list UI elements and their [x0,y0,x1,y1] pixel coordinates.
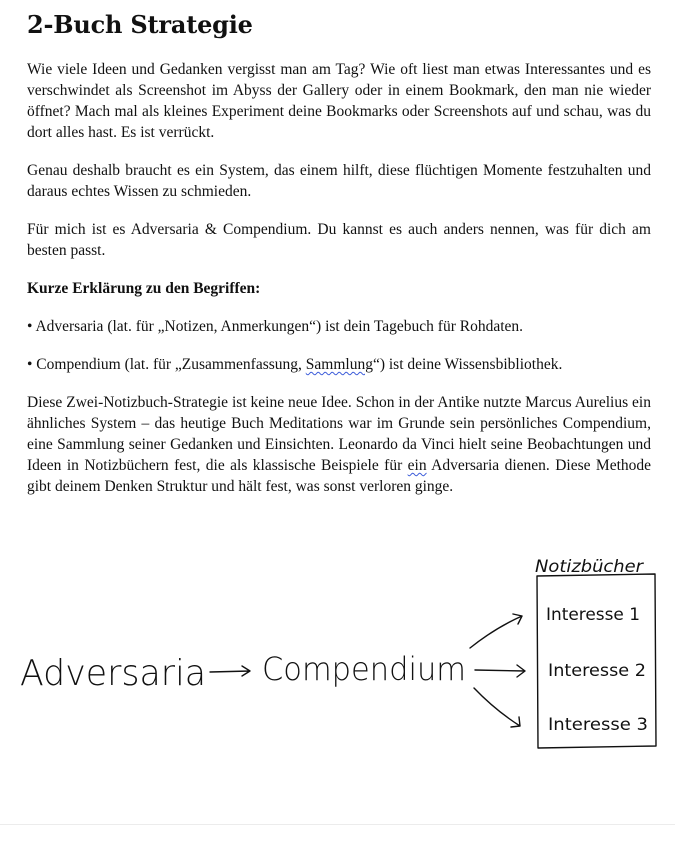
compendium-label: Compendium [262,650,466,688]
spellcheck-mark: Sammlung [305,356,373,373]
page-divider [0,824,675,825]
adversaria-label: Adversaria [20,653,206,694]
bullet-compendium-text-b: “) ist deine Wissensbibliothek. [372,356,563,373]
history-text-b: Adversaria dienen. Diese Methode gibt deinem Denken Struktur und hält fest, was sonst verloren ginge. [27,457,652,495]
interesse-3-label: Interesse 3 [548,715,648,735]
intro-paragraph: Wie viele Ideen und Gedanken vergisst man am Tag? Wie oft liest man etwas Interessantes und es verschwindet als Screenshot im Abyss der Gallery oder in einem Bookmark, den man nie wieder öffnet? Mach mal als kleines Experiment deine Bookmarks oder Screenshots auf und schau, was du dort alles hast. Es ist verrückt. [27,61,651,141]
arrow-interesse-3 [474,688,520,727]
bullet-compendium-text-a: • Compendium (lat. für „Zusammenfassung, [27,356,306,373]
history-text-a: Diese Zwei-Notizbuch-Strategie ist keine neue Idee. Schon in der Antike nutzte Marcus Aurelius ein ähnliches System – das heutige Buch Meditations war im Grunde sein persönliches Compendium, eine Sammlung seiner Gedanken und Einsichten. Leonardo da Vinci hielt seine Beobachtungen und Ideen in Notizbüchern fest, die als klassische Beispiele für [27,394,651,474]
arrow-interesse-2 [475,665,525,677]
arrow-interesse-1 [470,614,522,648]
system-paragraph: Genau deshalb braucht es ein System, das einem hilft, diese flüchtigen Momente festzuhalten und daraus echtes Wissen zu schmieden. [27,162,651,200]
bullet-adversaria: • Adversaria (lat. für „Notizen, Anmerkungen“) ist dein Tagebuch für Rohdaten. [27,318,524,335]
naming-paragraph: Für mich ist es Adversaria & Compendium. Du kannst es auch anders nennen, was für dich am besten passt. [27,221,651,259]
interesse-1-label: Interesse 1 [546,605,640,625]
interesse-2-label: Interesse 2 [548,661,646,681]
history-paragraph [27,392,651,497]
handwritten-diagram [0,540,675,770]
document-page [27,0,651,497]
spellcheck-mark-2: ein [407,457,427,474]
bullet-compendium [27,354,651,375]
page-title: 2-Buch Strategie [27,10,253,39]
notebook-label: Notizbücher [535,557,645,577]
arrow-adversaria-compendium [210,666,250,676]
terms-heading: Kurze Erklärung zu den Begriffen: [27,280,261,297]
